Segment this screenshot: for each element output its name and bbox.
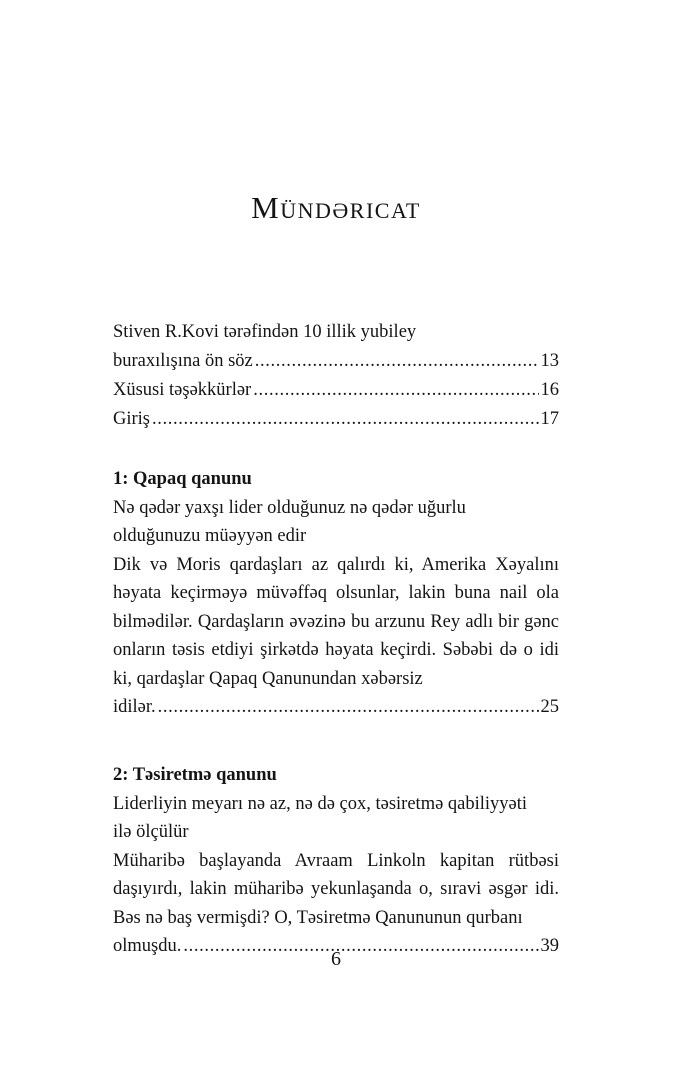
book-page: [113, 0, 559, 1077]
chapter-heading: 2: Təsiretmə qanunu: [113, 765, 277, 785]
page-title: Mündəricat: [251, 190, 421, 225]
toc-page-number: 16: [540, 380, 559, 400]
toc-entry-label: buraxılışına ön söz: [113, 351, 253, 371]
dot-leader: [253, 376, 538, 405]
toc-page-number: 13: [540, 351, 559, 371]
chapter-last-text: idilər.: [113, 697, 156, 717]
dot-leader: [158, 693, 539, 722]
chapter-heading: 1: Qapaq qanunu: [113, 469, 252, 489]
chapter-last-line: [113, 693, 559, 722]
chapter-subtitle-line1: Liderliyin meyarı nə az, nə də çox, təsiretmə qabiliyyəti: [113, 793, 528, 814]
chapter-description: Dik və Moris qardaşları az qalırdı ki, Amerika Xəyalını həyata keçirməyə müvəffəq olsunlar, lakin buna nail ola bilmədilər. Qardaşların əvəzinə bu arzunu Rey adlı bir gənc onların təsis etdiyi şirkətdə həyata keçirdi. Səbəbi də o idi ki, qardaşlar Qapaq Qanunundan xəbərsiz: [113, 554, 559, 689]
chapter-description: Müharibə başlayanda Avraam Linkoln kapitan rütbəsi daşıyırdı, lakin müharibə yekunlaşanda o, sıravi əsgər idi. Bəs nə baş vermişdi? O, Təsiretmə Qanununun qurbanı: [113, 850, 559, 928]
toc-page-number: 25: [540, 697, 559, 717]
toc-entry-foreword-line1: Stiven R.Kovi tərəfindən 10 illik yubiley: [113, 322, 417, 342]
dot-leader: [255, 347, 539, 376]
toc-entry-intro: [113, 405, 559, 434]
chapter-subtitle-line1: Nə qədər yaxşı lider olduğunuz nə qədər uğurlu: [113, 497, 466, 518]
front-matter-list: [113, 318, 559, 434]
toc-page-number: 17: [540, 409, 559, 429]
toc-entry-label: Xüsusi təşəkkürlər: [113, 380, 252, 400]
toc-entry-foreword: [113, 347, 559, 376]
chapter-last-text: olmuşdu.: [113, 936, 182, 956]
toc-entry-acknowledgements: [113, 376, 559, 405]
toc-chapter-1: [113, 465, 559, 722]
chapter-subtitle-line2: ilə ölçülür: [113, 822, 189, 842]
toc-entry-label: Giriş: [113, 409, 150, 429]
toc-page-number: 39: [540, 936, 559, 956]
page-number: 6: [331, 948, 341, 970]
toc-chapter-2: [113, 761, 559, 961]
dot-leader: [152, 405, 539, 434]
chapter-subtitle-line2: olduğunuzu müəyyən edir: [113, 526, 307, 546]
